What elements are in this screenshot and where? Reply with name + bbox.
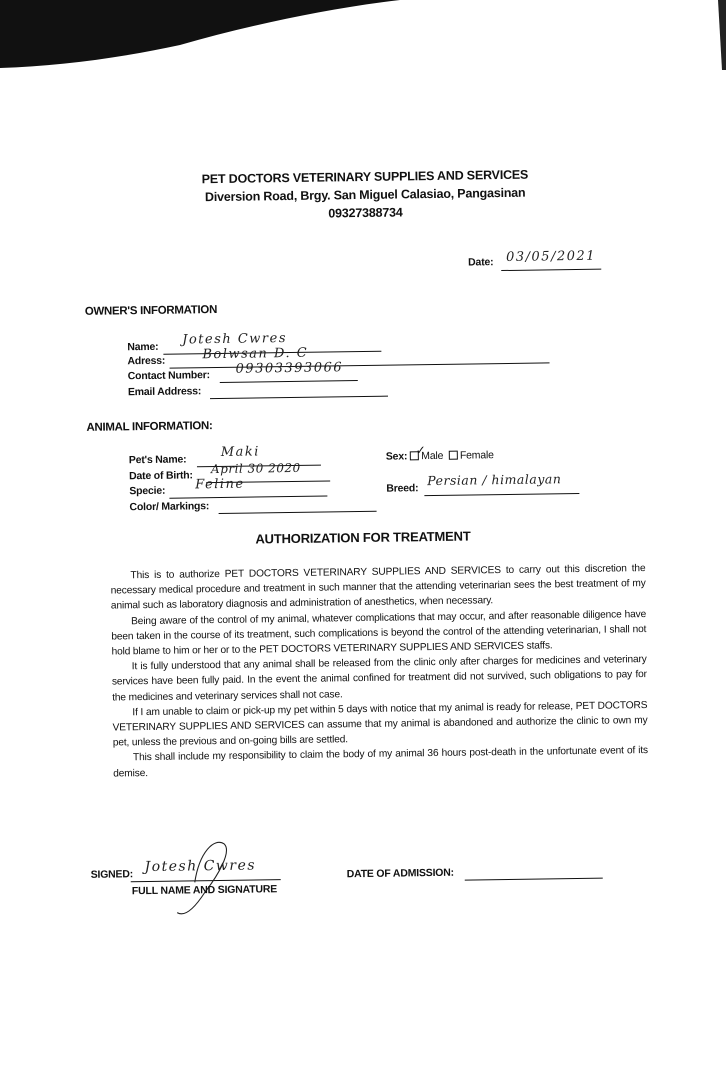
company-address: Diversion Road, Brgy. San Miguel Calasiao, Pangasinan (204, 185, 526, 205)
pet-name-value[interactable]: Maki (220, 444, 260, 460)
letterhead (145, 165, 586, 225)
male-option-label: Male (421, 449, 444, 463)
company-phone: 09327388734 (328, 205, 403, 221)
authorization-paragraph: If I am unable to claim or pick-up my pet within 5 days with notice that my animal is ready for release, PET DOCTORS VETERINARY SUPPLIES AND SERVICES can assume that my animal is abandoned and authorize the clinic to own my pet, unless the previous and on-going bills are settled. (112, 699, 648, 749)
signature-flourish-icon (154, 832, 245, 923)
animal-heading: ANIMAL INFORMATION: (86, 420, 213, 434)
breed-value[interactable]: Persian / himalayan (427, 471, 562, 489)
signed-label: SIGNED: (90, 868, 134, 881)
breed-label: Breed: (386, 482, 419, 495)
signature-caption: FULL NAME AND SIGNATURE (131, 883, 278, 898)
dob-value[interactable]: April 30 2020 (210, 460, 301, 477)
owner-contact-line (220, 380, 358, 383)
female-option-label: Female (459, 449, 494, 462)
authorization-paragraph: It is fully understood that any animal shall be released from the clinic only after charges for medicines and veterinary services have been fully paid. In the event the animal confined for treatment did not survived, such obligations to pay for the medicines and veterinary services shall not case. (111, 654, 647, 704)
authorization-body (110, 561, 648, 781)
authorization-title: AUTHORIZATION FOR TREATMENT (255, 528, 471, 547)
owner-address-value[interactable]: Bolwsan D. C (202, 345, 309, 363)
species-value[interactable]: Feline (195, 476, 245, 493)
owner-address-label: Adress: (127, 354, 166, 368)
authorization-paragraph: Being aware of the control of my animal, whatever complications that may occur, and after reasonable diligence have been taken in the course of its treatment, such complications is beyond the control of the attending veterinarian, I shall not hold blame to him or her or to the PET DOCTORS VETERINARY SUPPLIES AND SERVICES staffs. (111, 608, 647, 658)
owner-email-line (210, 396, 388, 399)
date-value[interactable]: 03/05/2021 (505, 248, 597, 265)
date-line (501, 269, 601, 271)
checkmark-icon: ✓ (415, 443, 426, 458)
owner-name-value[interactable]: Jotesh Cwres (182, 331, 288, 348)
species-line (169, 495, 327, 498)
sex-field (386, 449, 494, 463)
owner-name-label: Name: (127, 340, 159, 354)
date-label: Date: (468, 256, 494, 269)
company-name: PET DOCTORS VETERINARY SUPPLIES AND SERVICES (201, 167, 529, 187)
admission-label: DATE OF ADMISSION: (346, 866, 454, 881)
owner-contact-label: Contact Number: (127, 369, 210, 383)
admission-line (465, 878, 603, 881)
owner-address-line (170, 362, 550, 368)
color-label: Color/ Markings: (129, 500, 210, 514)
color-line (219, 511, 377, 514)
authorization-paragraph: This shall include my responsibility to claim the body of my animal 36 hours post-death in the unfortunate event of its demise. (113, 745, 649, 780)
owner-email-label: Email Address: (127, 385, 202, 399)
sex-label: Sex: (385, 450, 408, 463)
pet-name-label: Pet's Name: (128, 453, 187, 467)
dob-label: Date of Birth: (129, 469, 193, 483)
authorization-paragraph: This is to authorize PET DOCTORS VETERINARY SUPPLIES AND SERVICES to carry out this discretion the necessary medical procedure and treatment in such manner that the attending veterinarian sees the best treatment of my animal such as laboratory diagnosis and administration of anesthetics, when necessary. (110, 563, 646, 612)
female-checkbox[interactable] (449, 451, 458, 460)
owner-heading: OWNER'S INFORMATION (84, 304, 218, 318)
breed-line (424, 493, 579, 496)
species-label: Specie: (129, 484, 166, 498)
signature-value[interactable]: Jotesh Cwres (144, 857, 257, 876)
owner-contact-value[interactable]: 09303393066 (235, 360, 344, 377)
